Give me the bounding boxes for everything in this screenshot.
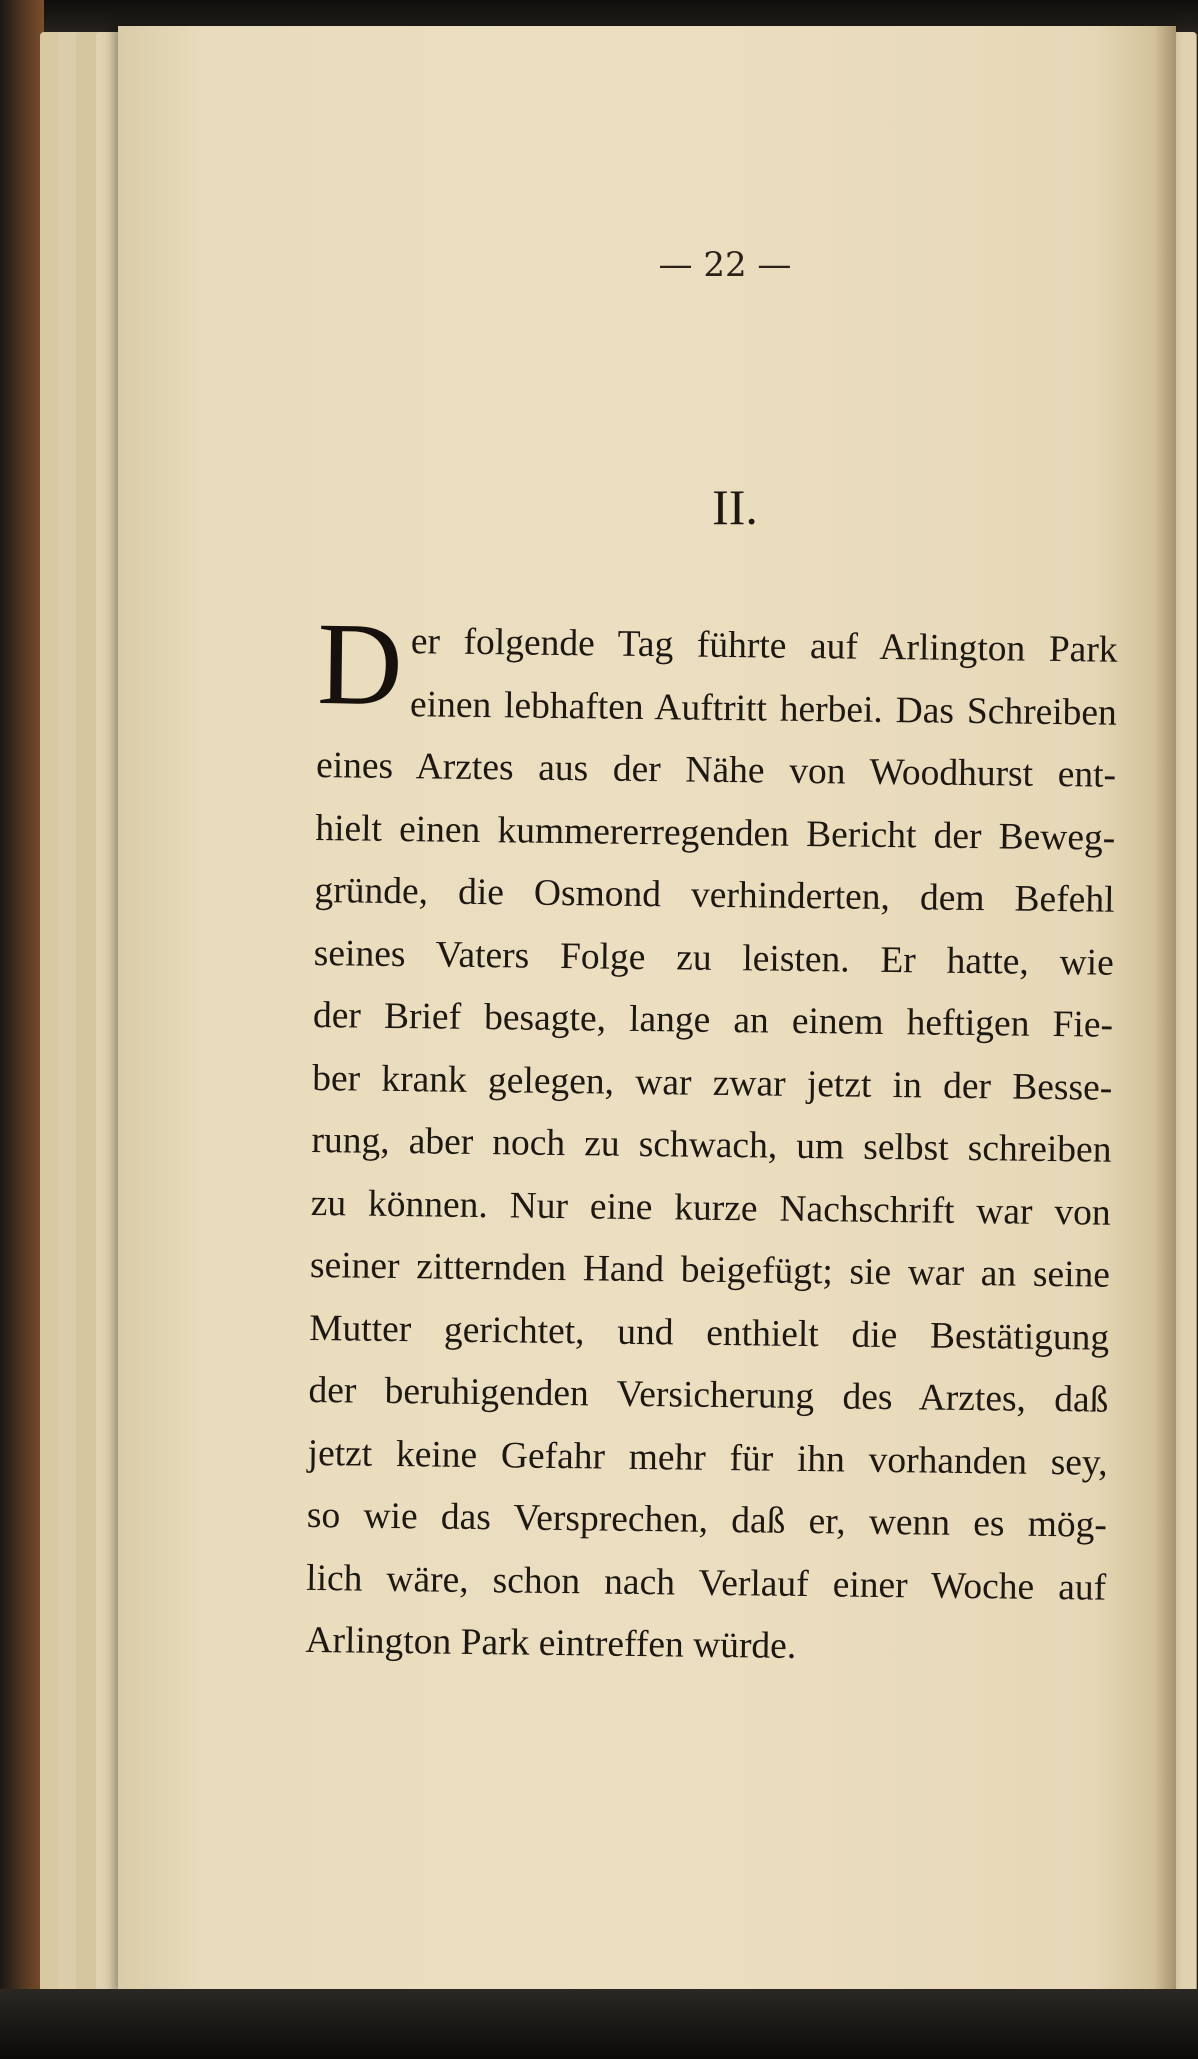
text-line: jetzt keine Gefahr mehr für ihn vorhanden sey,: [307, 1432, 1108, 1484]
text-line: lich wäre, schon nach Verlauf einer Woche auf: [305, 1557, 1107, 1609]
chapter-heading: II.: [712, 479, 758, 535]
text-line: gründe, die Osmond verhinderten, dem Befehl: [314, 869, 1115, 921]
text-line: eines Arztes aus der Nähe von Woodhurst ent-: [315, 744, 1117, 796]
book-cover-spine: [0, 0, 44, 2059]
text-line: einen lebhaften Auftritt herbei. Das Schreiben: [409, 683, 1118, 734]
text-line: hielt einen kummererregenden Bericht der Beweg-: [315, 807, 1116, 859]
text-line: rung, aber noch zu schwach, um selbst schreiben: [311, 1119, 1112, 1171]
text-line: so wie das Versprechen, daß er, wenn es mög-: [306, 1494, 1108, 1546]
text-line: Mutter gerichtet, und enthielt die Bestätigung: [308, 1307, 1110, 1359]
text-line: seiner zitternden Hand beigefügt; sie war an seine: [309, 1244, 1111, 1296]
page-number: — 22 —: [658, 245, 792, 285]
text-line: der Brief besagte, lange an einem heftigen Fie-: [312, 994, 1114, 1046]
body-paragraph: [305, 598, 1118, 1682]
text-line: Arlington Park eintreffen würde.: [305, 1619, 797, 1667]
text-line: zu können. Nur eine kurze Nachschrift war von: [310, 1182, 1111, 1234]
book-cover-bottom: [0, 1989, 1198, 2059]
text-line: der beruhigenden Versicherung des Arztes, daß: [308, 1369, 1109, 1421]
text-line: seines Vaters Folge zu leisten. Er hatte, wie: [313, 932, 1115, 984]
drop-cap: D: [316, 598, 404, 731]
text-line: ber krank gelegen, war zwar jetzt in der Besse-: [312, 1057, 1113, 1109]
text-line: er folgende Tag führte auf Arlington Park: [410, 621, 1118, 671]
